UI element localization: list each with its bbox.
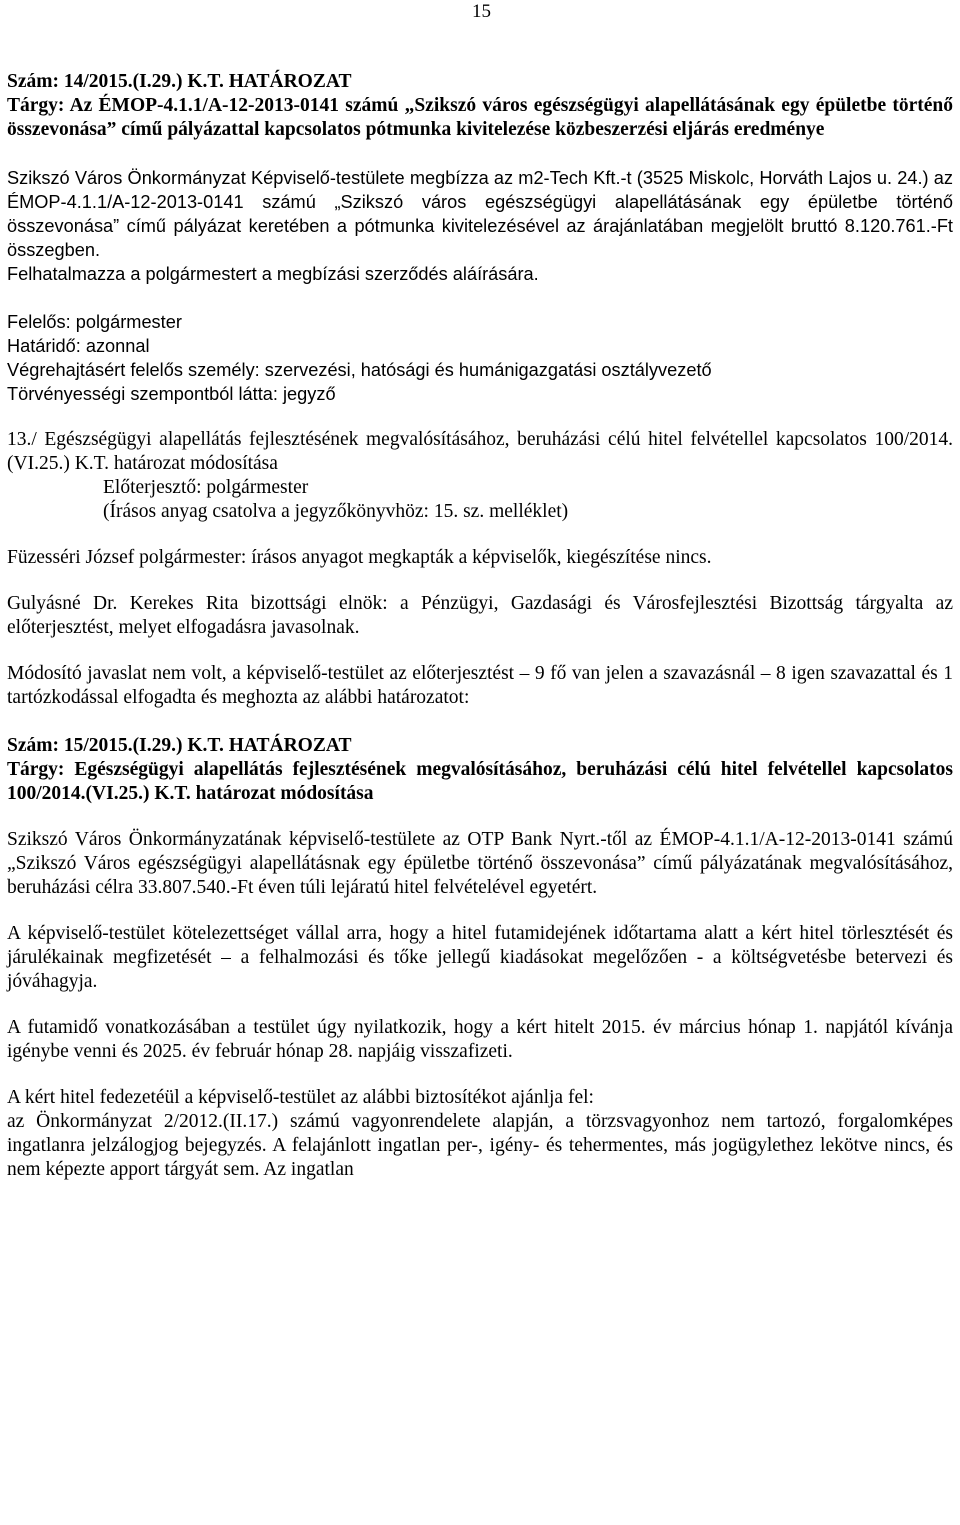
resolution-15-paragraph-1: Szikszó Város Önkormányzatának képviselő-testülete az OTP Bank Nyrt.-től az ÉMOP-4.1.1/A-12-2013-0141 számú „Szikszó Város egészségügyi alapellátásnak egy épületbe történő összevonása” című pályázatának megvalósításához, beruházási célra 33.807.540.-Ft éven túli lejáratú hitel felvételével egyetért. [7,829,953,898]
page-number: 15 [472,1,491,22]
resolution-15-collateral-intro: A kért hitel fedezetéül a képviselő-testület az alábbi biztosítékot ajánlja fel: [7,1087,594,1108]
resolution-14-number: Szám: 14/2015.(I.29.) K.T. HATÁROZAT [7,71,352,92]
responsible-line: Felelős: polgármester [7,312,182,332]
deadline-line: Határidő: azonnal [7,336,150,356]
legality-line: Törvényességi szempontból látta: jegyző [7,384,336,404]
resolution-15-subject: Tárgy: Egészségügyi alapellátás fejlesztésének megvalósításához, beruházási célú hitel felvétellel kapcsolatos 100/2014.(VI.25.) K.T. határozat módosítása [7,759,953,804]
resolution-15-collateral-detail: az Önkormányzat 2/2012.(II.17.) számú vagyonrendelete alapján, a törzsvagyonhoz nem tartozó, forgalomképes ingatlanra jelzálogjog bejegyzés. A felajánlott ingatlan per-, igény- és tehermentes, más jogügylethez lekötve nincs, és nem képezte apport tárgyát sem. Az ingatlan [7,1111,953,1180]
vote-statement: Módosító javaslat nem volt, a képviselő-testület az előterjesztést – 9 fő van jelen a szavazásnál – 8 igen szavazattal és 1 tartózkodással elfogadta és meghozta az alábbi határozatot: [7,663,953,708]
mayor-statement: Füzesséri József polgármester: írásos anyagot megkapták a képviselők, kiegészítése nincs. [7,547,712,568]
resolution-14-authorization: Felhatalmazza a polgármestert a megbízási szerződés aláírására. [7,264,539,284]
agenda-item-13-attachment: (Írásos anyag csatolva a jegyzőkönyvhöz: 15. sz. melléklet) [103,501,569,522]
resolution-14-subject: Tárgy: Az ÉMOP-4.1.1/A-12-2013-0141 számú „Szikszó város egészségügyi alapellátásának egy épületbe történő összevonása” című pályázattal kapcsolatos pótmunka kivitelezése közbeszerzési eljárás eredménye [7,95,953,140]
resolution-15-paragraph-3: A futamidő vonatkozásában a testület úgy nyilatkozik, hogy a kért hitelt 2015. év március hónap 1. napjától kívánja igénybe venni és 2025. év február hónap 28. napjáig visszafizeti. [7,1017,953,1062]
committee-statement: Gulyásné Dr. Kerekes Rita bizottsági elnök: a Pénzügyi, Gazdasági és Városfejlesztési Bizottság tárgyalta az előterjesztést, melyet elfogadásra javasolnak. [7,593,953,638]
resolution-15-number: Szám: 15/2015.(I.29.) K.T. HATÁROZAT [7,735,352,756]
executor-line: Végrehajtásért felelős személy: szervezési, hatósági és humánigazgatási osztályvezető [7,360,712,380]
agenda-item-13-title: 13./ Egészségügyi alapellátás fejlesztésének megvalósításához, beruházási célú hitel felvétellel kapcsolatos 100/2014.(VI.25.) K.T. határozat módosítása [7,429,953,474]
document-body [7,70,953,1182]
agenda-item-13-presenter: Előterjesztő: polgármester [103,477,309,498]
resolution-14-body: Szikszó Város Önkormányzat Képviselő-testülete megbízza az m2-Tech Kft.-t (3525 Miskolc, Horváth Lajos u. 24.) az ÉMOP-4.1.1/A-12-2013-0141 számú „Szikszó város egészségügyi alapellátásának egy épületbe történő összevonása” című pályázat keretében a pótmunka kivitelezésével az árajánlatában megjelölt bruttó 8.120.761.-Ft összegben. [7,168,953,260]
resolution-15-paragraph-2: A képviselő-testület kötelezettséget vállal arra, hogy a hitel futamidejének időtartama alatt a kért hitel törlesztését és járulékainak megfizetését – a felhalmozási és tőke jellegű kiadásokat megelőzően - a költségvetésbe betervezi és jóváhagyja. [7,923,953,992]
